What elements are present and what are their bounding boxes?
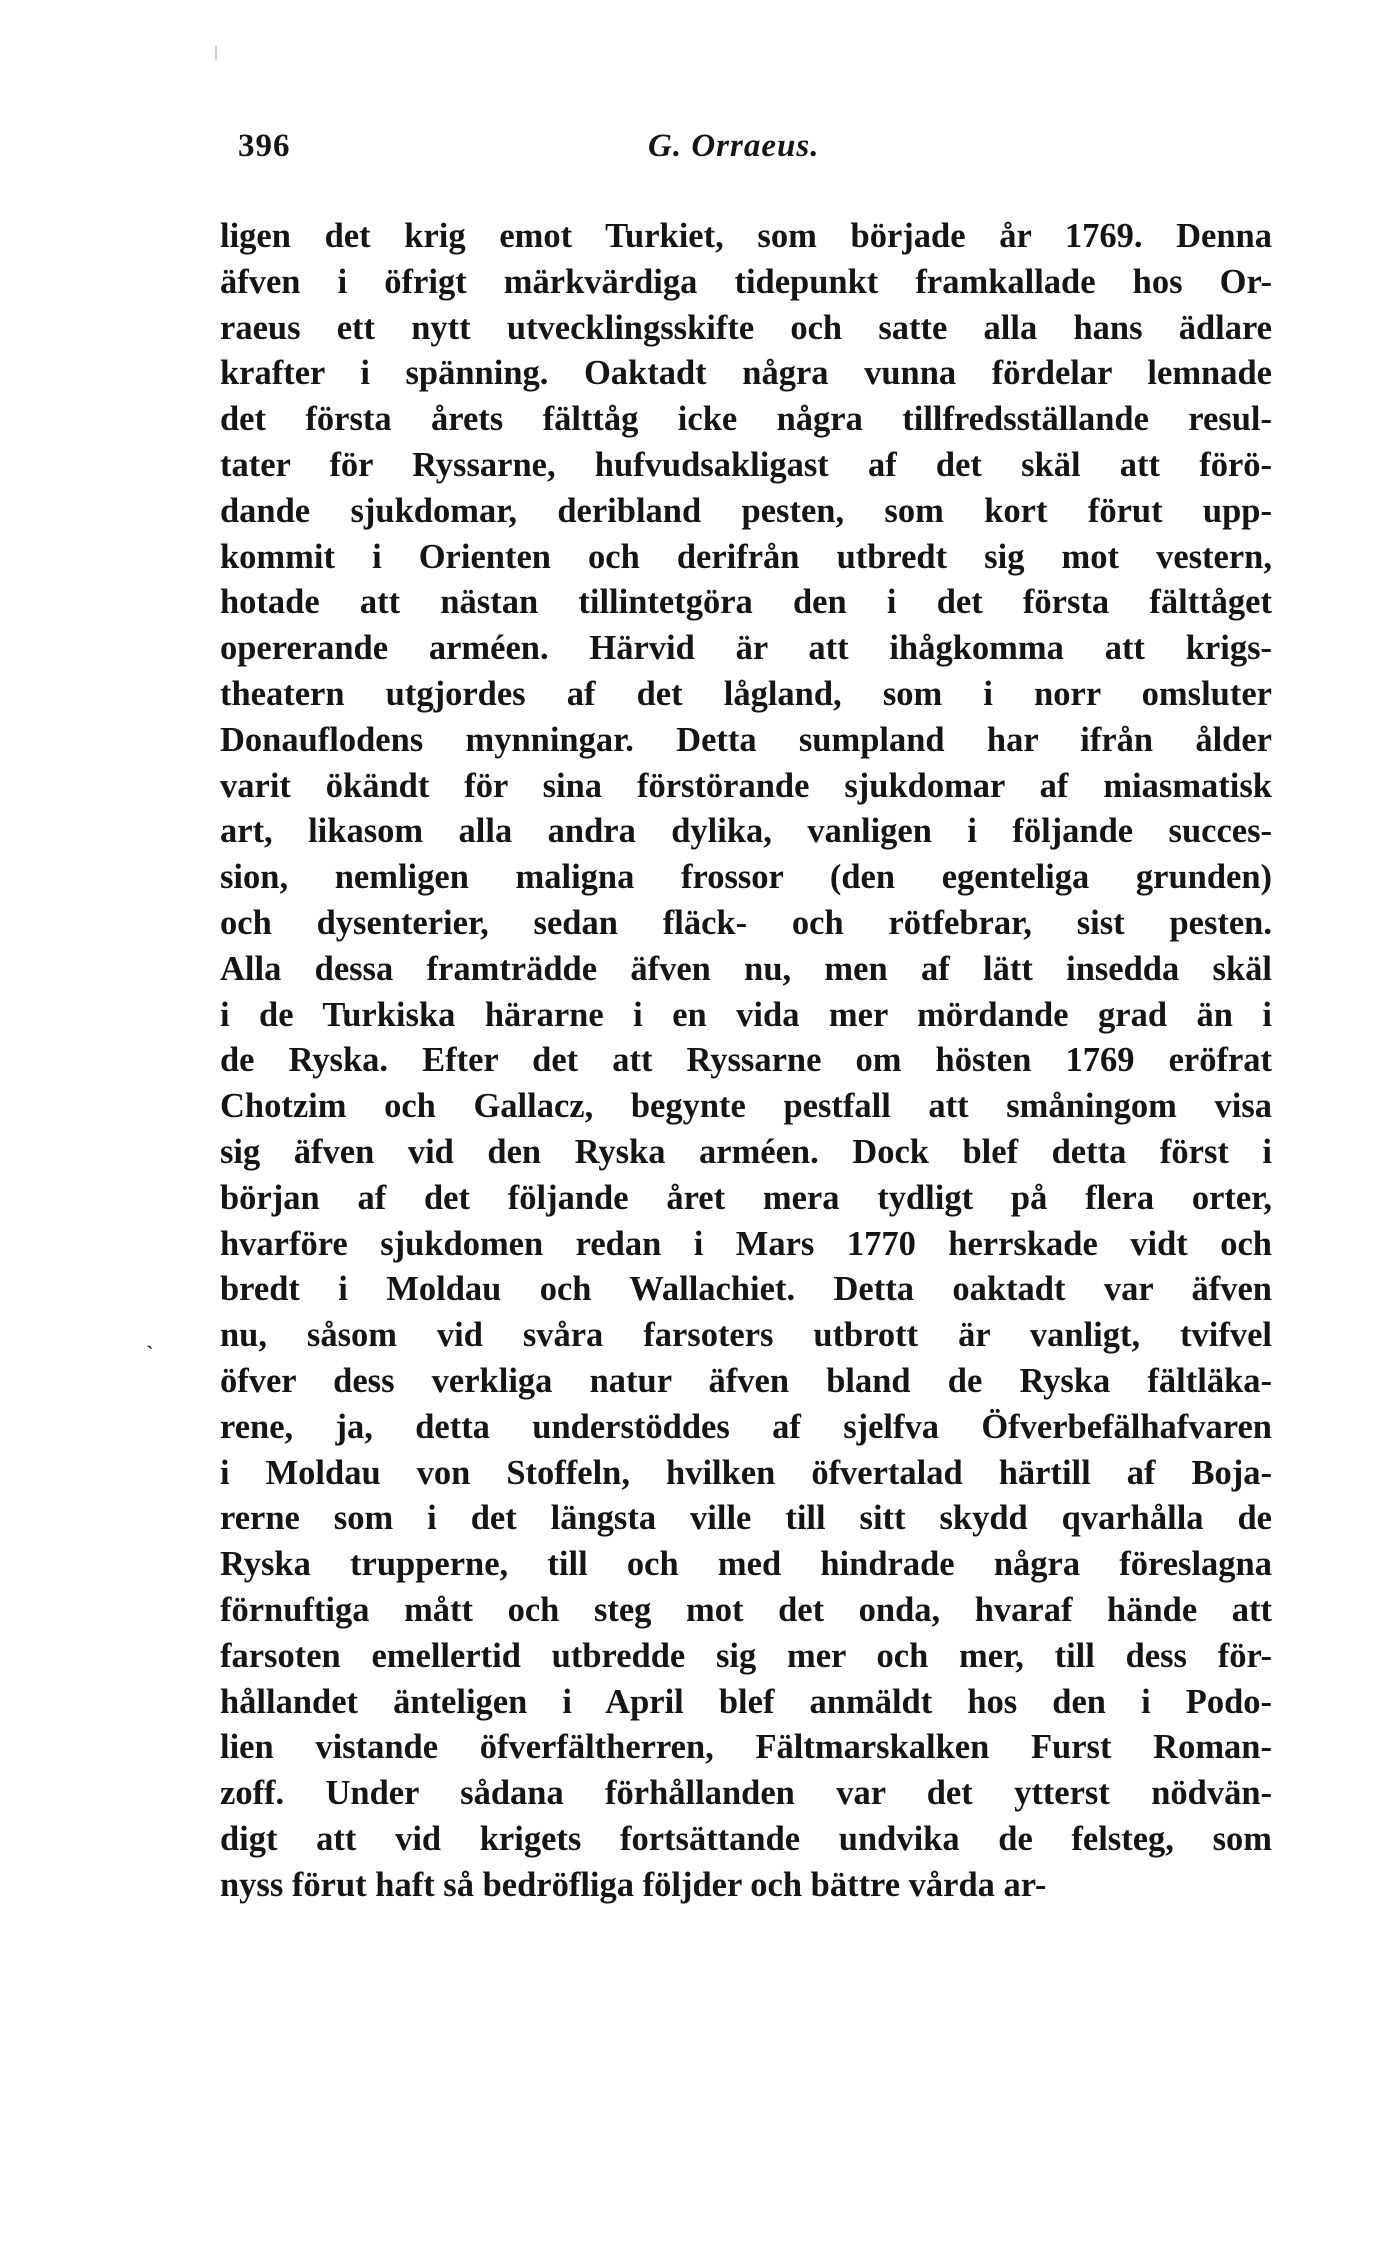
text-line: och dysenterier, sedan fläck- och rötfebrar, sist pesten. (220, 903, 1272, 942)
text-line: de Ryska. Efter det att Ryssarne om hösten 1769 eröfrat (220, 1041, 1272, 1080)
text-line: art, likasom alla andra dylika, vanligen i följande succes- (220, 812, 1272, 851)
text-line: Ryska trupperne, till och med hindrade några föreslagna (220, 1545, 1272, 1584)
text-line: ligen det krig emot Turkiet, som började år 1769. Denna (220, 217, 1272, 255)
page-number: 396 (238, 128, 291, 164)
margin-mark: ˎ (146, 1324, 154, 1349)
text-line: farsoten emellertid utbredde sig mer och mer, till dess för- (220, 1636, 1272, 1675)
page-header (238, 128, 1270, 178)
text-line: krafter i spänning. Oaktadt några vunna fördelar lemnade (220, 354, 1272, 393)
text-line: sig äfven vid den Ryska arméen. Dock blef detta först i (220, 1132, 1272, 1171)
text-line: kommit i Orienten och derifrån utbredt sig mot vestern, (220, 537, 1272, 576)
text-line: öfver dess verkliga natur äfven bland de Ryska fältläka- (220, 1361, 1272, 1400)
text-line: dande sjukdomar, deribland pesten, som kort förut upp- (220, 491, 1272, 530)
text-line: förnuftiga mått och steg mot det onda, hvaraf hände att (220, 1590, 1272, 1629)
text-line: äfven i öfrigt märkvärdiga tidepunkt framkallade hos Or- (220, 262, 1272, 301)
text-line: i de Turkiska härarne i en vida mer mördande grad än i (220, 995, 1272, 1034)
text-line: hvarföre sjukdomen redan i Mars 1770 herrskade vidt och (220, 1224, 1272, 1263)
text-line: Alla dessa framträdde äfven nu, men af lätt insedda skäl (220, 949, 1272, 988)
paper-speck (215, 46, 217, 60)
text-line: hotade att nästan tillintetgöra den i det första fälttåget (220, 583, 1272, 622)
text-line: raeus ett nytt utvecklingsskifte och satte alla hans ädlare (220, 308, 1272, 347)
text-line: opererande arméen. Härvid är att ihågkomma att krigs- (220, 629, 1272, 668)
text-line: början af det följande året mera tydligt på flera orter, (220, 1178, 1272, 1217)
text-line: rene, ja, detta understöddes af sjelfva Öfverbefälhafvaren (220, 1407, 1272, 1446)
text-line: theatern utgjordes af det lågland, som i norr omsluter (220, 674, 1272, 713)
text-line: Donauflodens mynningar. Detta sumpland har ifrån ålder (220, 720, 1272, 759)
text-line: zoff. Under sådana förhållanden var det ytterst nödvän- (220, 1774, 1272, 1813)
text-line: lien vistande öfverfältherren, Fältmarskalken Furst Roman- (220, 1728, 1272, 1767)
text-line: sion, nemligen maligna frossor (den egenteliga grunden) (220, 858, 1272, 897)
body-text (220, 214, 1272, 1908)
text-line: tater för Ryssarne, hufvudsakligast af det skäl att förö- (220, 445, 1272, 484)
text-line: nu, såsom vid svåra farsoters utbrott är vanligt, tvifvel (220, 1316, 1272, 1355)
text-line: det första årets fälttåg icke några tillfredsställande resul- (220, 400, 1272, 439)
text-line: i Moldau von Stoffeln, hvilken öfvertalad härtill af Boja- (220, 1453, 1272, 1492)
text-line: rerne som i det längsta ville till sitt skydd qvarhålla de (220, 1499, 1272, 1538)
text-line: varit ökändt för sina förstörande sjukdomar af miasmatisk (220, 766, 1272, 805)
running-head: G. Orraeus. (648, 128, 820, 164)
text-line: Chotzim och Gallacz, begynte pestfall att småningom visa (220, 1087, 1272, 1126)
text-line: digt att vid krigets fortsättande undvika de felsteg, som (220, 1819, 1272, 1858)
text-line: bredt i Moldau och Wallachiet. Detta oaktadt var äfven (220, 1270, 1272, 1309)
text-line: hållandet änteligen i April blef anmäldt hos den i Podo- (220, 1682, 1272, 1721)
text-line: nyss förut haft så bedröfliga följder och bättre vårda ar- (220, 1865, 1047, 1904)
